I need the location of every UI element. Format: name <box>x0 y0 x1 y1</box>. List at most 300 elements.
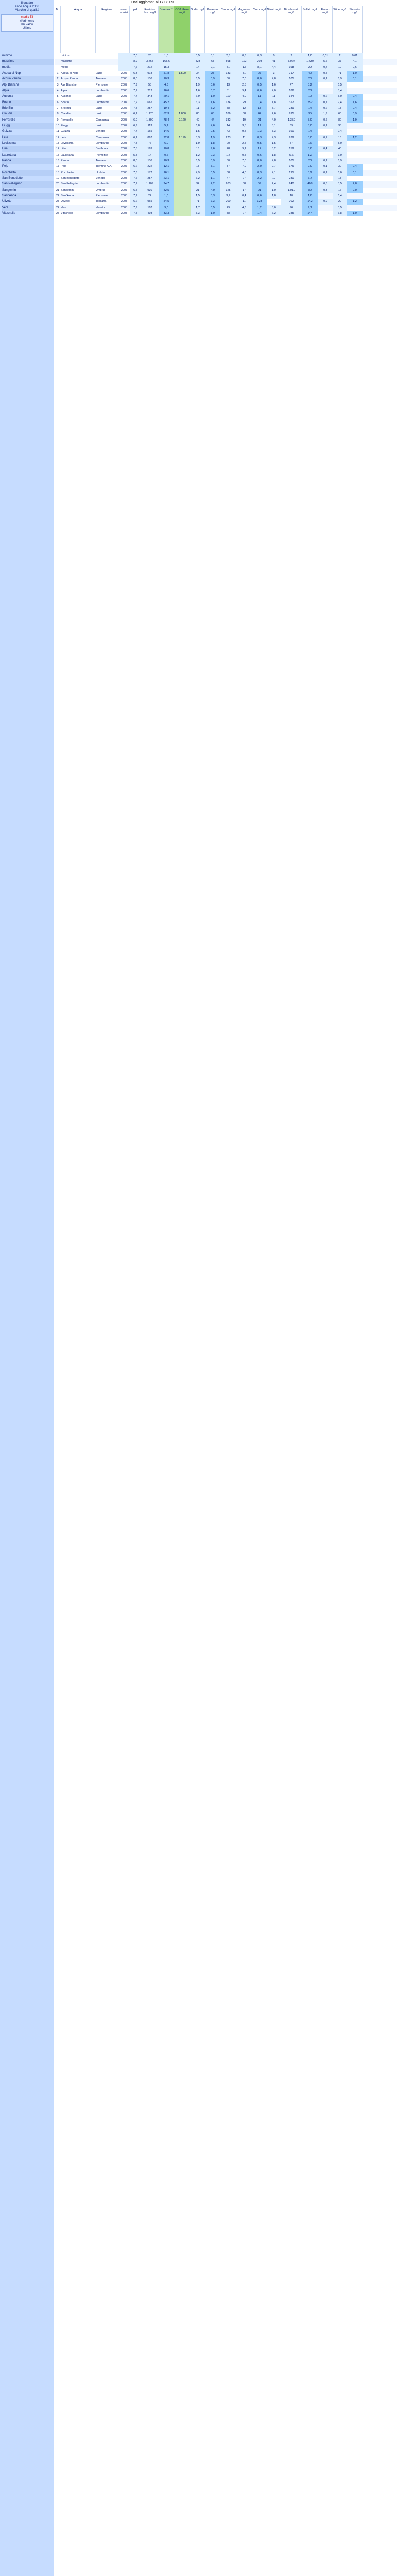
sidebar-item[interactable]: Claudia <box>2 111 54 117</box>
cell-magnesio: 58 <box>236 181 252 187</box>
table-row[interactable] <box>55 193 397 199</box>
sidebar-item[interactable]: Sangemini <box>2 188 17 192</box>
cell-magnesio: 31 <box>236 71 252 76</box>
cell-potassio: 0,9 <box>205 76 220 82</box>
table-row[interactable] <box>55 146 397 152</box>
table-row[interactable] <box>55 211 397 216</box>
cell-durezza: 45,2 <box>159 100 174 106</box>
cell-nitrati: 3,3 <box>267 129 281 134</box>
cell-potassio: 3,2 <box>205 106 220 111</box>
cell-potassio: 2,2 <box>205 181 220 187</box>
cell-nitrati: 1,5 <box>267 141 281 146</box>
sidebar-item[interactable]: Lete <box>2 135 54 141</box>
cell-region: Veneto <box>96 130 105 133</box>
cell-name[interactable]: Rocchetta <box>61 171 74 174</box>
cell-anno: 2007 <box>120 100 128 104</box>
column-header-potassio[interactable]: Potassio mg/l <box>205 6 220 53</box>
cell-residuo: 930 <box>141 188 159 193</box>
cell-calcio: 3,2 <box>220 193 236 199</box>
cell-name[interactable]: Guizza <box>61 130 70 133</box>
cell-durezza: 0,6 <box>159 152 174 158</box>
cell-calcio: 37 <box>220 164 236 170</box>
cell-durezza: 74,7 <box>159 181 174 187</box>
cell-region: Campania <box>96 118 109 122</box>
cell-name[interactable]: Levissima <box>61 141 74 145</box>
table-row[interactable] <box>55 176 397 181</box>
sidebar-item[interactable]: Lauretana <box>2 153 16 157</box>
cell-co2 <box>174 181 191 187</box>
cell-solfati: 1,8 <box>302 193 318 199</box>
cell-co2 <box>174 123 191 129</box>
cell-n: 4 <box>57 89 59 92</box>
cell-sodio: 5,3 <box>191 135 205 141</box>
cell-silice: 60 <box>333 111 347 117</box>
summary-cell: 0,5 <box>191 53 205 59</box>
cell-bicarb: 186 <box>281 88 302 94</box>
summary-cell: 68 <box>205 59 220 64</box>
cell-potassio: 0,7 <box>205 88 220 94</box>
table-row[interactable] <box>55 141 397 146</box>
cell-ph: 7,7 <box>130 181 141 187</box>
cell-name[interactable]: Acqua Panna <box>61 77 78 81</box>
cell-calcio: 47 <box>220 176 236 181</box>
cell-calcio: 1,4 <box>220 152 236 158</box>
summary-cell: 0,1 <box>205 53 220 59</box>
cell-sodio: 1,9 <box>191 141 205 146</box>
cell-solfati: 3,2 <box>302 170 318 176</box>
cell-region: Umbria <box>96 171 105 174</box>
cell-solfati: 20 <box>302 158 318 164</box>
cell-sodio: 21 <box>191 188 205 193</box>
cell-name[interactable]: Lilia <box>61 147 66 151</box>
sidebar-item[interactable]: Fiuggi <box>2 123 54 129</box>
sidebar-item[interactable]: Brio Blu <box>2 106 13 110</box>
cell-calcio: 43 <box>220 129 236 134</box>
cell-anno: 2008 <box>120 182 128 186</box>
sidebar-item[interactable]: Lilia <box>2 146 54 152</box>
cell-region: Lazio <box>96 124 103 127</box>
column-header-calcio[interactable]: Calcio mg/l <box>220 6 236 53</box>
sidebar-item[interactable]: Acqua Panna <box>2 76 54 82</box>
cell-durezza: 23,1 <box>159 176 174 181</box>
cell-ph: 7,7 <box>130 193 141 199</box>
cell-cloro: 13 <box>252 106 267 111</box>
cell-nitrati: 5,7 <box>267 106 281 111</box>
table-row[interactable] <box>55 205 397 211</box>
cell-sodio: 1,6 <box>191 88 205 94</box>
cell-nitrati: 0,7 <box>267 164 281 170</box>
cell-solfati: 252 <box>302 100 318 106</box>
cell-silice: 3,5 <box>333 205 347 211</box>
cell-ph: 7,9 <box>130 82 141 88</box>
cell-ph: 7,8 <box>130 106 141 111</box>
summary-cell <box>118 53 130 59</box>
cell-ph: 8,0 <box>130 76 141 82</box>
cell-fluoro: 0,6 <box>318 181 333 187</box>
cell-calcio: 382 <box>220 117 236 123</box>
cell-solfati: 15 <box>302 141 318 146</box>
cell-silice: 30 <box>333 164 347 170</box>
table-row[interactable] <box>55 100 397 106</box>
cell-residuo: 136 <box>141 76 159 82</box>
cell-solfati: 9,0 <box>302 164 318 170</box>
cell-fluoro: 0,1 <box>318 123 333 129</box>
cell-name[interactable]: Vitasnella <box>61 211 73 215</box>
sidebar-item[interactable]: San Benedetto <box>2 176 23 180</box>
sidebar-item[interactable]: Acqua di Nepi <box>2 71 22 75</box>
sidebar-item[interactable]: Panna <box>2 158 54 164</box>
summary-cell <box>118 59 130 64</box>
cell-sodio: 1,7 <box>191 205 205 211</box>
cell-cloro: 1,4 <box>252 100 267 106</box>
cell-n: 5 <box>57 95 59 98</box>
cell-name[interactable]: Vera <box>61 206 67 209</box>
sidebar-item[interactable]: Rocchetta <box>2 170 54 176</box>
cell-silice: 20 <box>333 199 347 205</box>
cell-potassio: 3,1 <box>205 164 220 170</box>
sidebar-item[interactable]: Alpi Bianche <box>2 83 20 87</box>
cell-silice: 8,5 <box>333 181 347 187</box>
cell-calcio: 186 <box>220 111 236 117</box>
cell-calcio: 58 <box>220 106 236 111</box>
cell-n: 14 <box>56 147 60 151</box>
sidebar-item[interactable]: Sant'Anna <box>2 193 54 199</box>
cell-fluoro <box>318 211 333 216</box>
table-row[interactable] <box>55 123 397 129</box>
cell-n: 12 <box>56 135 60 139</box>
cell-cloro: 0,5 <box>252 82 267 88</box>
cell-name[interactable]: Sangemini <box>61 188 74 192</box>
cell-region: Lazio <box>96 112 103 116</box>
table-row[interactable] <box>55 76 397 82</box>
cell-magnesio: 29 <box>236 100 252 106</box>
table-row[interactable] <box>55 71 397 76</box>
cell-n: 16 <box>56 159 60 162</box>
cell-durezza: 78,4 <box>159 117 174 123</box>
table-row[interactable] <box>55 188 397 193</box>
cell-solfati: 35 <box>302 111 318 117</box>
cell-cloro: 1,4 <box>252 211 267 216</box>
column-header-anno[interactable]: anno analisi <box>118 6 130 53</box>
cell-region: Toscana <box>96 200 107 204</box>
cell-name[interactable]: Fiuggi <box>61 124 68 127</box>
cell-name[interactable]: Panna <box>61 159 69 162</box>
table-row[interactable] <box>55 82 397 88</box>
table-row[interactable] <box>55 117 397 123</box>
sidebar-info-line-3: dei valori <box>21 23 33 26</box>
column-header-co2[interactable]: CO2 libera mg/l <box>174 6 191 53</box>
cell-fluoro <box>318 88 333 94</box>
sidebar-item[interactable]: Ausonia <box>2 95 13 98</box>
cell-solfati: 142 <box>302 199 318 205</box>
cell-calcio: 14 <box>220 123 236 129</box>
summary-cell: 15,3 <box>159 65 174 71</box>
cell-residuo: 222 <box>141 164 159 170</box>
cell-durezza: 33,3 <box>159 211 174 216</box>
cell-fluoro: 0,5 <box>318 71 333 76</box>
cell-potassio: 4,0 <box>205 188 220 193</box>
cell-silice: 33 <box>333 123 347 129</box>
cell-fluoro <box>318 193 333 199</box>
cell-fluoro: 0,1 <box>318 76 333 82</box>
page-title: Dati aggiornati al 17.08.09 <box>131 1 174 4</box>
cell-fluoro <box>318 205 333 211</box>
cell-cloro: 0,6 <box>252 193 267 199</box>
summary-cell: 0,3 <box>236 53 252 59</box>
cell-potassio: 4,6 <box>205 123 220 129</box>
cell-residuo: 76 <box>141 141 159 146</box>
cell-solfati: 82 <box>302 188 318 193</box>
sidebar-item[interactable]: Vera <box>2 205 54 211</box>
cell-name[interactable]: Claudia <box>61 112 71 116</box>
table-row[interactable] <box>55 94 397 99</box>
table-row[interactable] <box>55 88 397 94</box>
column-header-ph[interactable]: pH <box>130 6 141 53</box>
cell-cloro: 21 <box>252 188 267 193</box>
table-row[interactable] <box>55 181 397 187</box>
cell-cloro: 44 <box>252 111 267 117</box>
summary-cell: 8,9 <box>130 59 141 64</box>
summary-cell: 198 <box>281 65 302 71</box>
cell-calcio: 30 <box>220 158 236 164</box>
sidebar-item[interactable]: Alpia <box>2 88 54 94</box>
cell-silice: 8,0 <box>333 141 347 146</box>
sidebar-item[interactable]: Levissima <box>2 141 16 145</box>
column-header-region[interactable]: Regione <box>96 6 118 53</box>
cell-n: 23 <box>56 200 60 204</box>
cell-name[interactable]: Lauretana <box>61 153 74 157</box>
column-header-name[interactable]: Acqua <box>61 6 96 53</box>
cell-bicarb: 285 <box>281 211 302 216</box>
cell-magnesio: 17 <box>236 188 252 193</box>
cell-cloro: 8,0 <box>252 158 267 164</box>
cell-silice: 40 <box>333 146 347 152</box>
sidebar-item[interactable]: Guizza <box>2 130 12 133</box>
cell-ph: 7,6 <box>130 176 141 181</box>
summary-cell: 37 <box>333 59 347 64</box>
cell-nitrati: 11 <box>267 94 281 99</box>
column-header-sodio[interactable]: Sodio mg/l <box>191 6 205 53</box>
column-header-residuo[interactable]: Residuo fisso mg/l <box>141 6 159 53</box>
cell-fluoro: 0,3 <box>318 188 333 193</box>
cell-name[interactable]: Alpi Bianche <box>61 83 77 87</box>
sidebar-item[interactable]: Ferrarelle <box>2 118 15 122</box>
cell-cloro: 1,2 <box>252 205 267 211</box>
summary-cell: 29 <box>302 65 318 71</box>
sidebar-item[interactable]: Vitasnella <box>2 211 15 215</box>
summary-cell: 13 <box>236 65 252 71</box>
column-header-cloro[interactable]: Cloro mg/l <box>252 6 267 53</box>
cell-magnesio: 19 <box>236 117 252 123</box>
cell-anno: 2008 <box>120 141 128 145</box>
cell-anno: 2007 <box>120 95 128 98</box>
cell-bicarb: 96 <box>281 205 302 211</box>
cell-co2 <box>174 205 191 211</box>
cell-residuo: 257 <box>141 106 159 111</box>
cell-residuo: 257 <box>141 176 159 181</box>
cell-co2 <box>174 164 191 170</box>
cell-name[interactable]: Boario <box>61 100 69 104</box>
summary-cell: 41 <box>267 59 281 64</box>
cell-stronzio <box>347 176 363 181</box>
cell-n: 11 <box>56 130 59 133</box>
cell-bicarb: 10 <box>281 193 302 199</box>
cell-sodio: 6,5 <box>191 158 205 164</box>
cell-magnesio: 27 <box>236 176 252 181</box>
summary-cell: 212 <box>141 65 159 71</box>
cell-calcio: 203 <box>220 181 236 187</box>
sidebar-item[interactable]: Boario <box>2 100 54 106</box>
cell-name[interactable]: Pejo <box>61 165 67 168</box>
cell-potassio: 0,3 <box>205 152 220 158</box>
cell-region: Campania <box>96 135 109 139</box>
cell-solfati: 10 <box>302 94 318 99</box>
cell-anno: 2008 <box>120 130 128 133</box>
cell-sodio: 1,5 <box>191 129 205 134</box>
cell-silice: 13 <box>333 135 347 141</box>
cell-anno: 2008 <box>120 112 128 116</box>
sidebar-summary-item: minimo <box>2 54 12 57</box>
cell-n: 1 <box>57 71 59 75</box>
column-header-n[interactable]: N. <box>55 6 61 53</box>
cell-name[interactable]: San Pellegrino <box>61 182 79 186</box>
cell-name[interactable]: Uliveto <box>61 200 70 204</box>
column-header-solfati[interactable]: Solfati mg/l <box>302 6 318 53</box>
cell-n: 20 <box>56 182 60 186</box>
summary-cell: 0,4 <box>318 65 333 71</box>
cell-co2: 2.120 <box>174 117 191 123</box>
cell-ph: 7,6 <box>130 170 141 176</box>
table-row[interactable] <box>55 170 397 176</box>
cell-anno: 2007 <box>120 188 128 192</box>
table-row[interactable] <box>55 158 397 164</box>
cell-anno: 2007 <box>120 124 128 127</box>
cell-stronzio: 1,0 <box>347 71 363 76</box>
cell-durezza: 29,1 <box>159 94 174 99</box>
cell-ph: 5,8 <box>130 152 141 158</box>
cell-bicarb: 239 <box>281 106 302 111</box>
table-row[interactable] <box>55 106 397 111</box>
cell-nitrati: 4,0 <box>267 117 281 123</box>
cell-calcio: 200 <box>220 199 236 205</box>
cell-residuo: 14 <box>141 152 159 158</box>
summary-cell: 0,01 <box>347 53 363 59</box>
cell-stronzio: 0,1 <box>347 76 363 82</box>
cell-bicarb: 159 <box>281 146 302 152</box>
sidebar-item[interactable]: Uliveto <box>2 200 12 204</box>
cell-name[interactable]: San Benedetto <box>61 176 80 180</box>
cell-calcio: 13 <box>220 82 236 88</box>
cell-region: Lombardia <box>96 141 109 145</box>
cell-potassio: 7,3 <box>205 199 220 205</box>
table-row[interactable] <box>55 164 397 170</box>
cell-solfati: 468 <box>302 181 318 187</box>
sidebar-summary-item: massimo <box>2 59 54 64</box>
cell-fluoro <box>318 152 333 158</box>
sidebar-item[interactable]: Pejo <box>2 165 9 168</box>
cell-n: 22 <box>56 194 60 197</box>
cell-sodio: 6,5 <box>191 76 205 82</box>
cell-calcio: 20 <box>220 141 236 146</box>
cell-n: 15 <box>56 153 60 157</box>
cell-silice: 5,0 <box>333 94 347 99</box>
cell-ph: 6,2 <box>130 164 141 170</box>
cell-fluoro: 0,4 <box>318 146 333 152</box>
cell-sodio: 80 <box>191 111 205 117</box>
column-header-silice[interactable]: Silice mg/l <box>333 6 347 53</box>
cell-durezza: 14,6 <box>159 129 174 134</box>
column-header-nitrati[interactable]: Nitrati mg/l <box>267 6 281 53</box>
cell-name[interactable]: Ausonia <box>61 95 71 98</box>
cell-residuo: 107 <box>141 205 159 211</box>
cell-n: 21 <box>56 188 60 192</box>
cell-stronzio: 1,2 <box>347 199 363 205</box>
cell-stronzio: 1,2 <box>347 135 363 141</box>
column-header-stronzio[interactable]: Stronzio mg/l <box>347 6 363 53</box>
cell-ph: 7,7 <box>130 94 141 99</box>
cell-name[interactable]: Ferrarelle <box>61 118 73 122</box>
cell-cloro: 12 <box>252 146 267 152</box>
cell-calcio: 30 <box>220 76 236 82</box>
cell-durezza: 4,3 <box>159 82 174 88</box>
cell-magnesio: 4,3 <box>236 205 252 211</box>
cell-magnesio: 27 <box>236 211 252 216</box>
cell-bicarb: 344 <box>281 94 302 99</box>
summary-cell: 428 <box>191 59 205 64</box>
sidebar-item[interactable]: San Pellegrino <box>2 181 54 187</box>
cell-fluoro: 0,7 <box>318 100 333 106</box>
table-row[interactable] <box>55 129 397 134</box>
cell-durezza: 16,1 <box>159 170 174 176</box>
cell-n: 10 <box>56 124 60 127</box>
cell-durezza: 54,5 <box>159 199 174 205</box>
cell-ph: 7,2 <box>130 100 141 106</box>
cell-potassio: 1,9 <box>205 135 220 141</box>
cell-calcio: 325 <box>220 188 236 193</box>
cell-bicarb: 57 <box>281 141 302 146</box>
cell-name[interactable]: Lete <box>61 135 66 139</box>
cell-cloro: 0,6 <box>252 88 267 94</box>
cell-name[interactable]: Brio Blu <box>61 106 71 110</box>
cell-n: 9 <box>57 118 59 122</box>
column-header-durezza[interactable]: Durezza °f <box>159 6 174 53</box>
column-header-magnesio[interactable]: Magnesio mg/l <box>236 6 252 53</box>
column-header-fluoro[interactable]: Fluoro mg/l <box>318 6 333 53</box>
table-row[interactable] <box>55 199 397 205</box>
cell-name[interactable]: Sant'Anna <box>61 194 74 197</box>
cell-cloro: 27 <box>252 71 267 76</box>
table-row[interactable] <box>55 135 397 141</box>
cell-region: Toscana <box>96 159 107 162</box>
table-row[interactable] <box>55 152 397 158</box>
sidebar <box>0 0 54 2576</box>
cell-durezza: 6,0 <box>159 141 174 146</box>
cell-co2: 1.110 <box>174 135 191 141</box>
cell-anno: 2008 <box>120 200 128 204</box>
cell-nitrati: 1,0 <box>267 188 281 193</box>
cell-nitrati: 6,2 <box>267 211 281 216</box>
cell-region: Umbria <box>96 188 105 192</box>
cell-magnesio: 11 <box>236 135 252 141</box>
cell-nitrati: 4,3 <box>267 135 281 141</box>
table-row[interactable] <box>55 111 397 117</box>
cell-co2 <box>174 152 191 158</box>
cell-name[interactable]: Alpia <box>61 89 67 92</box>
cell-durezza: 12,1 <box>159 164 174 170</box>
cell-nitrati: 2,6 <box>267 111 281 117</box>
cell-name[interactable]: Acqua di Nepi <box>61 71 79 75</box>
column-header-bicarb[interactable]: Bicarbonati mg/l <box>281 6 302 53</box>
